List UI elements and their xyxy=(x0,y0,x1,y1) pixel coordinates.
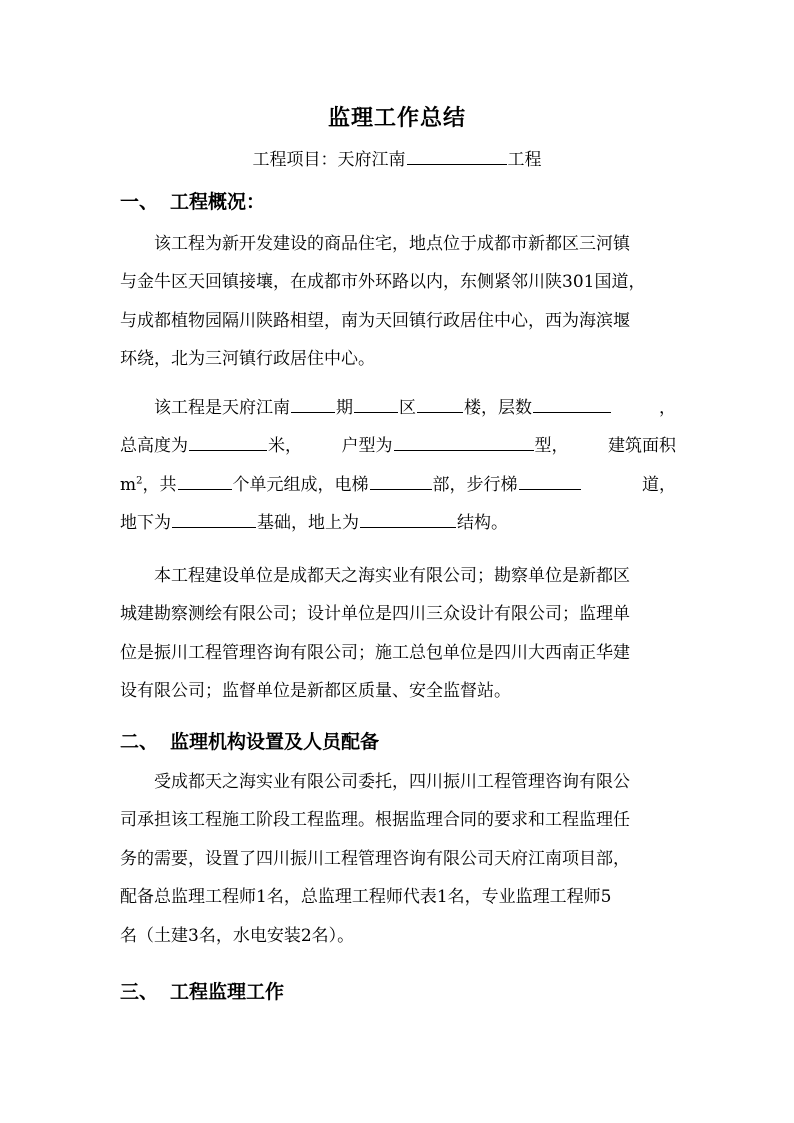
superscript: 2 xyxy=(136,475,143,487)
spec-text: 总高度为 xyxy=(120,436,188,457)
paragraph-line xyxy=(120,389,676,427)
paragraph-line: 务的需要，设置了四川振川工程管理咨询有限公司天府江南项目部， xyxy=(120,848,630,869)
project-suffix: 工程 xyxy=(507,150,542,170)
stairs-blank[interactable] xyxy=(519,471,581,490)
paragraph-line: 环绕，北为三河镇行政居住中心。 xyxy=(120,349,375,370)
section-title: 工程概况： xyxy=(170,191,266,213)
spec-text: 该工程是天府江南 xyxy=(154,398,290,418)
spec-text: 基础，地上为 xyxy=(257,513,359,534)
spec-text: 建筑面积 xyxy=(608,436,676,457)
paragraph-line: 设有限公司；监督单位是新都区质量、安全监督站。 xyxy=(120,681,511,702)
paragraph-line: 受成都天之海实业有限公司委托，四川振川工程管理咨询有限公 xyxy=(154,772,630,792)
spec-text: 型， xyxy=(534,436,569,457)
paragraph-line: 该工程为新开发建设的商品住宅，地点位于成都市新都区三河镇 xyxy=(154,234,630,254)
units-blank[interactable] xyxy=(178,471,232,490)
structure-blank[interactable] xyxy=(360,509,456,528)
spec-text: 区 xyxy=(399,398,416,418)
foundation-blank[interactable] xyxy=(172,509,256,528)
section-number: 二、 xyxy=(120,731,159,753)
paragraph-line: 城建勘察测绘有限公司；设计单位是四川三众设计有限公司；监理单 xyxy=(120,604,630,625)
section-heading-overview xyxy=(120,186,265,218)
paragraph-line xyxy=(120,427,676,465)
organization-paragraph xyxy=(120,763,676,955)
paragraph-line: 名（土建3名，水电安装2名）。 xyxy=(120,925,355,946)
floors-blank[interactable] xyxy=(533,394,611,413)
section-number: 一、 xyxy=(120,191,159,213)
section-heading-organization xyxy=(120,726,379,758)
height-blank[interactable] xyxy=(189,432,267,451)
overview-paragraph-parties xyxy=(120,557,676,711)
project-name-blank[interactable] xyxy=(407,146,507,165)
paragraph-line xyxy=(120,504,676,542)
document-title: 监理工作总结 xyxy=(327,105,466,131)
overview-paragraph-specs xyxy=(120,389,676,543)
section-title: 工程监理工作 xyxy=(170,981,285,1003)
spec-text: ，共 xyxy=(142,474,177,495)
project-label: 工程项目：天府江南 xyxy=(252,150,406,170)
paragraph-line: 位是振川工程管理咨询有限公司；施工总包单位是四川大西南正华建 xyxy=(120,642,630,663)
spec-text: 期 xyxy=(336,398,353,418)
spec-text: 楼，层数 xyxy=(464,398,532,418)
section-number: 三、 xyxy=(120,981,159,1003)
paragraph-line xyxy=(120,466,676,504)
overview-paragraph-location xyxy=(120,225,676,379)
spec-text: 个单元组成，电梯 xyxy=(232,474,369,495)
spec-text: 米， xyxy=(268,436,302,457)
paragraph-line: 配备总监理工程师1名，总监理工程师代表1名，专业监理工程师5 xyxy=(120,887,612,908)
spec-text: m xyxy=(120,474,137,495)
paragraph-line: 与成都植物园隔川陕路相望，南为天回镇行政居住中心，西为海滨堰 xyxy=(120,310,630,331)
unit-type-blank[interactable] xyxy=(394,432,534,451)
elevator-blank[interactable] xyxy=(370,471,432,490)
spec-text: 道， xyxy=(642,474,676,495)
spec-text: 结构。 xyxy=(457,513,508,534)
spec-text: ， xyxy=(659,398,676,418)
project-line xyxy=(0,145,794,175)
paragraph-line: 与金牛区天回镇接壤，在成都市外环路以内，东侧紧邻川陕301国道， xyxy=(120,272,646,293)
building-blank[interactable] xyxy=(417,394,463,413)
section-heading-supervision-work xyxy=(120,976,284,1008)
zone-blank[interactable] xyxy=(354,394,398,413)
paragraph-line: 本工程建设单位是成都天之海实业有限公司；勘察单位是新都区 xyxy=(154,566,630,586)
spec-text: 户型为 xyxy=(341,436,393,457)
section-title: 监理机构设置及人员配备 xyxy=(170,731,380,753)
paragraph-line: 司承担该工程施工阶段工程监理。根据监理合同的要求和工程监理任 xyxy=(120,810,630,831)
phase-blank[interactable] xyxy=(291,394,335,413)
spec-text: 地下为 xyxy=(120,513,171,534)
spec-text: 部，步行梯 xyxy=(432,474,518,495)
